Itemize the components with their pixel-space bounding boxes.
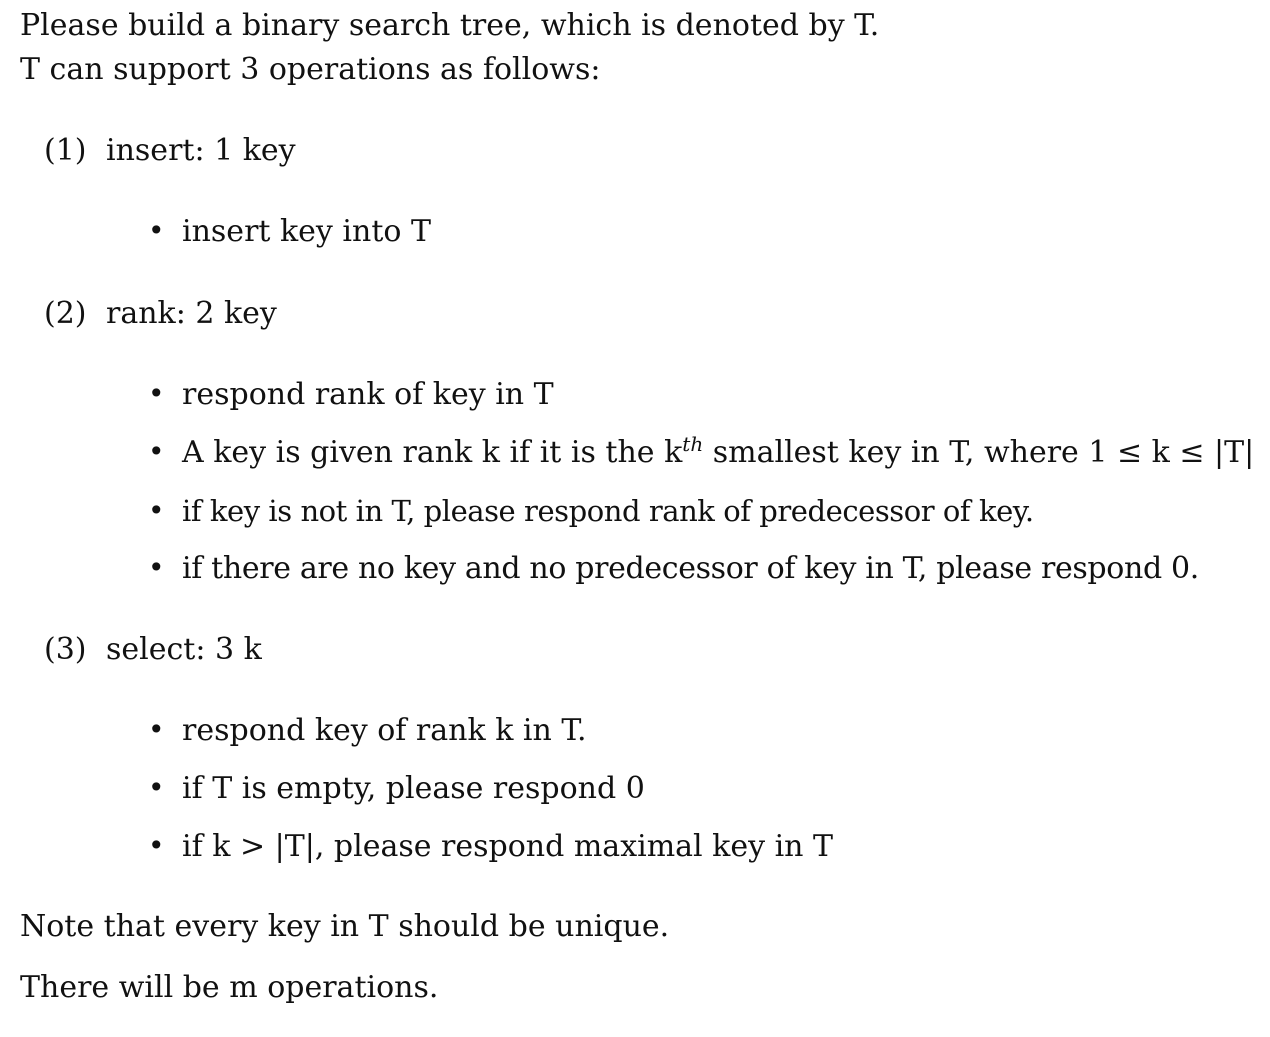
bullet-text: respond rank of key in T bbox=[182, 377, 554, 412]
ordinal-superscript: th bbox=[682, 432, 704, 456]
bullet-item bbox=[148, 551, 1199, 587]
operation-label: insert: 1 key bbox=[106, 133, 296, 168]
operation-number: (3) bbox=[44, 632, 87, 667]
note-unique: Note that every key in T should be unique. bbox=[20, 909, 670, 944]
bullet-text: if k > |T|, please respond maximal key in T bbox=[182, 829, 834, 864]
bullet-text-tail: smallest key in T, where 1 ≤ k ≤ |T| bbox=[703, 435, 1255, 470]
intro-line-1: Please build a binary search tree, which is denoted by T. bbox=[20, 8, 880, 43]
bullet-text: A key is given rank k if it is the k bbox=[182, 435, 683, 470]
operation-number: (1) bbox=[44, 133, 87, 168]
bullet-item bbox=[148, 493, 1034, 530]
bullet-item bbox=[148, 214, 431, 250]
operation-rank bbox=[44, 296, 277, 332]
bullet-text: if T is empty, please respond 0 bbox=[182, 771, 645, 806]
bullet-icon: • bbox=[148, 551, 165, 584]
bullet-text: if key is not in T, please respond rank of predecessor of key. bbox=[182, 494, 1034, 528]
bullet-item bbox=[148, 713, 587, 749]
bullet-icon: • bbox=[148, 214, 165, 247]
bullet-icon: • bbox=[148, 829, 165, 862]
bullet-text: if there are no key and no predecessor of key in T, please respond 0. bbox=[182, 551, 1199, 586]
bullet-icon: • bbox=[148, 713, 165, 746]
operation-insert bbox=[44, 133, 296, 169]
bullet-item bbox=[148, 829, 833, 865]
bullet-item bbox=[148, 771, 645, 807]
bullet-icon: • bbox=[148, 377, 165, 410]
bullet-item bbox=[148, 432, 1255, 471]
bullet-icon: • bbox=[148, 771, 165, 804]
operation-select bbox=[44, 632, 262, 668]
note-operation-count: There will be m operations. bbox=[20, 970, 439, 1005]
bullet-item bbox=[148, 377, 554, 413]
bullet-icon: • bbox=[148, 494, 165, 527]
operation-label: rank: 2 key bbox=[106, 296, 277, 331]
bullet-text: respond key of rank k in T. bbox=[182, 713, 587, 748]
bullet-text: insert key into T bbox=[182, 214, 431, 249]
operation-number: (2) bbox=[44, 296, 87, 331]
intro-line-2: T can support 3 operations as follows: bbox=[20, 52, 601, 87]
bullet-icon: • bbox=[148, 435, 165, 468]
operation-label: select: 3 k bbox=[106, 632, 262, 667]
